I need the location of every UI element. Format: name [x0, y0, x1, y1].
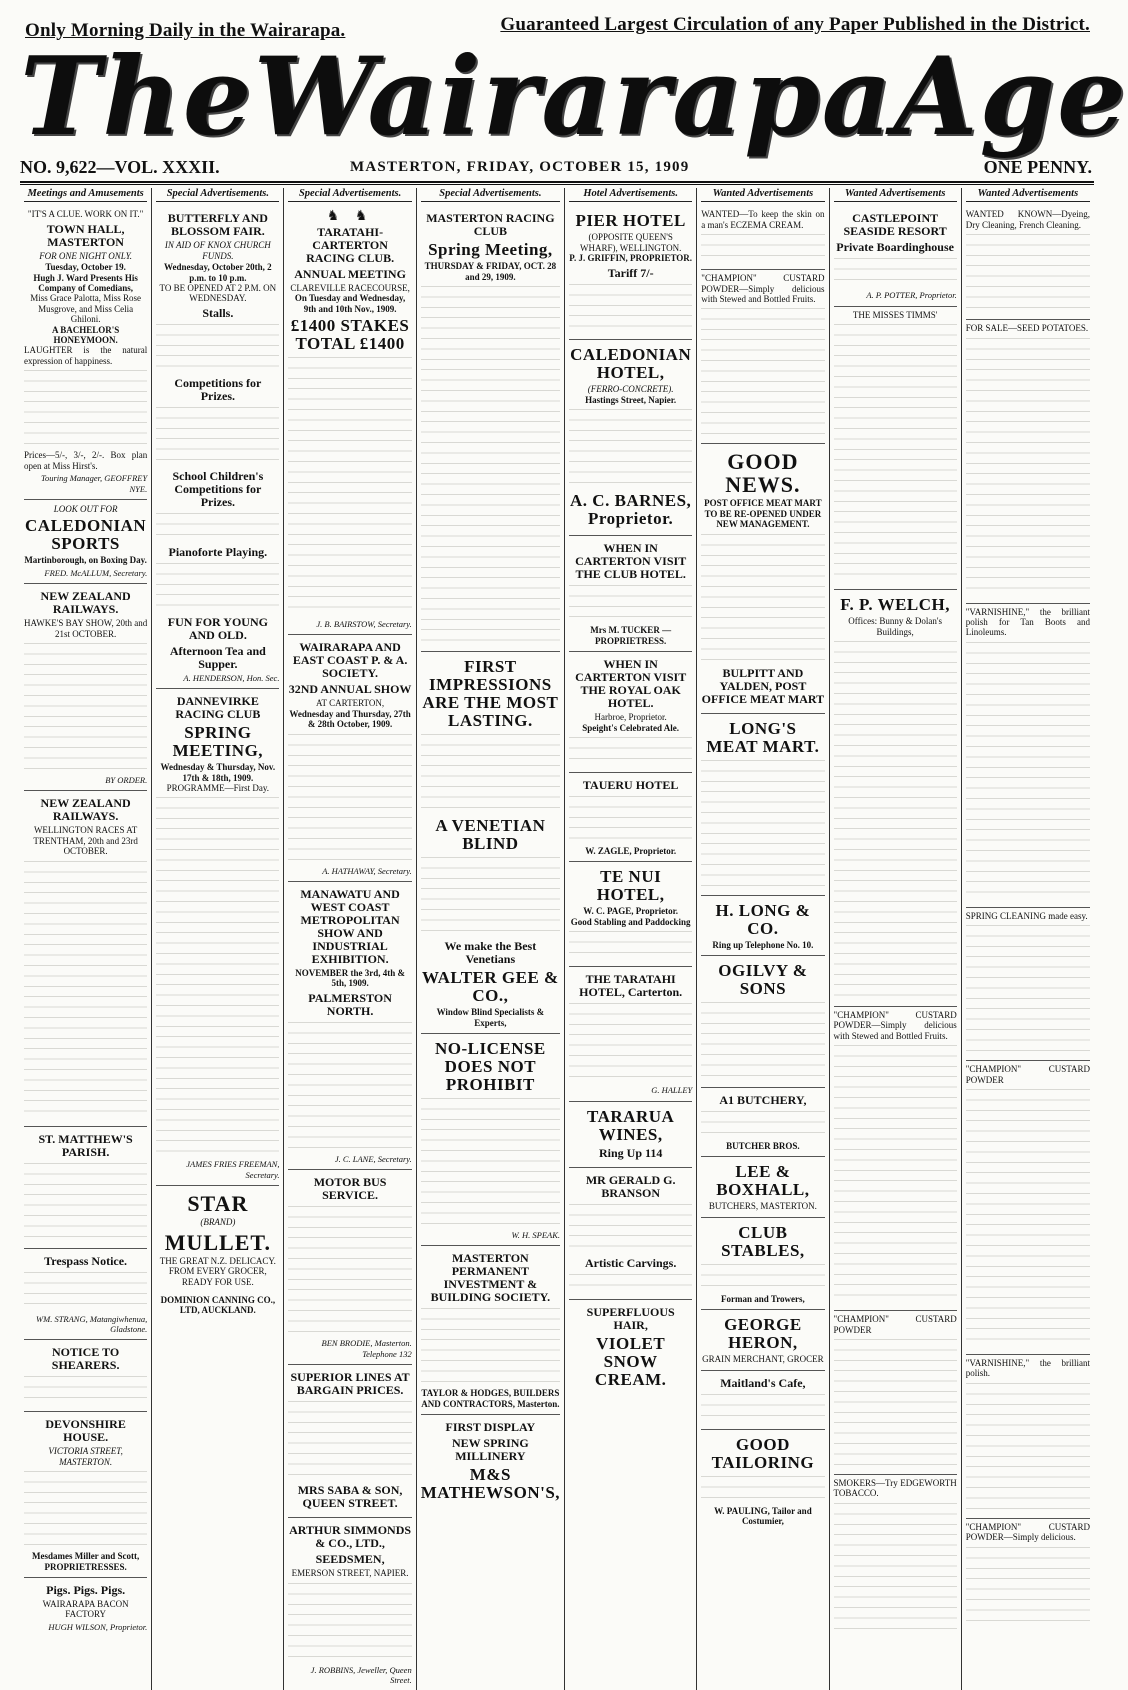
- ad-place: PALMERSTON NORTH.: [308, 990, 392, 1018]
- ad-signature: TAYLOR & HODGES, BUILDERS AND CONTRACTORS, Masterton.: [421, 1388, 560, 1409]
- text-body: [24, 1376, 147, 1406]
- ad-taratahi-hotel: [569, 967, 692, 1101]
- text-body: [156, 513, 279, 543]
- column-5: [565, 188, 697, 1690]
- ad-signature: WALTER GEE & CO.,: [422, 968, 559, 1006]
- ad-devonshire: [24, 1412, 147, 1578]
- ad-champion-custard-5: [966, 1519, 1090, 1632]
- ad-signature-2: Window Blind Specialists & Experts,: [436, 1007, 545, 1028]
- ad-trespass: [24, 1249, 147, 1341]
- ad-title: FIRST DISPLAY: [445, 1420, 536, 1435]
- ad-shearers: [24, 1340, 147, 1412]
- ad-title: SUPERFLUOUS HAIR,: [586, 1304, 675, 1332]
- ad-title: NEW ZEALAND RAILWAYS.: [40, 796, 131, 824]
- column-8: [962, 188, 1094, 1690]
- column-heading: Special Advertisements.: [156, 188, 279, 202]
- ad-title: TAUERU HOTEL: [582, 778, 679, 793]
- ad-manawatu-show: [288, 882, 411, 1170]
- ad-signature: J. B. BAIRSTOW, Secretary.: [316, 619, 412, 630]
- ad-title: NEW ZEALAND RAILWAYS.: [40, 589, 131, 617]
- ad-title: THE MISSES TIMMS': [852, 309, 938, 320]
- ad-title: TE NUI HOTEL,: [596, 867, 665, 905]
- ad-stabling: Good Stabling and Paddocking: [570, 916, 691, 927]
- ad-sub: WELLINGTON RACES AT TRENTHAM, 20th and 23rd OCTOBER.: [33, 825, 138, 857]
- text-body: [24, 1471, 147, 1551]
- column-heading: Wanted Advertisements: [966, 188, 1090, 202]
- text-body: [966, 1089, 1090, 1349]
- ad-open: TO BE OPENED AT 2 P.M. ON WEDNESDAY.: [159, 283, 277, 304]
- ad-piano: Pianoforte Playing.: [168, 544, 268, 559]
- text-body: [156, 407, 279, 467]
- column-heading: Wanted Advertisements: [834, 188, 957, 202]
- ad-kicker: LOOK OUT FOR: [53, 503, 118, 514]
- dateline-bar: [20, 155, 1094, 183]
- ad-champion-custard-2: [834, 1007, 957, 1311]
- text-body: [288, 734, 411, 864]
- column-heading: Special Advertisements.: [421, 188, 560, 202]
- ad-title: WHEN IN CARTERTON VISIT THE CLUB HOTEL.: [575, 541, 687, 582]
- text-body: [24, 643, 147, 773]
- text-body: [569, 737, 692, 767]
- ad-signature: M&S MATHEWSON'S,: [420, 1465, 561, 1503]
- ad-sub: POST OFFICE MEAT MART TO BE RE-OPENED UNDER NEW MANAGEMENT.: [704, 498, 822, 530]
- text-body: [288, 357, 411, 617]
- ad-sub: Offices: Bunny & Dolan's Buildings,: [848, 616, 942, 637]
- ad-title: CASTLEPOINT SEASIDE RESORT: [843, 211, 947, 239]
- header-rule: [20, 184, 1094, 185]
- issue-number: NO. 9,622—VOL. XXXII.: [20, 157, 220, 177]
- ad-arthur-simmonds: [288, 1518, 411, 1690]
- ad-varnishine: [966, 604, 1090, 908]
- text-body: [701, 1476, 824, 1506]
- ad-pier-hotel: [569, 206, 692, 339]
- column-7: [830, 188, 962, 1690]
- ad-sub: HAWKE'S BAY SHOW, 20th and 21st OCTOBER.: [24, 618, 148, 639]
- dateline: MASTERTON, FRIDAY, OCTOBER 15, 1909: [350, 159, 690, 175]
- ad-sub: (BRAND): [200, 1217, 236, 1228]
- ad-sub: Forman and Trowers,: [721, 1293, 805, 1304]
- text-body: [701, 534, 824, 664]
- text-body: [569, 1003, 692, 1083]
- ad-ogilvy: [701, 956, 824, 1088]
- ad-sub: Martinborough, on Boxing Day.: [24, 555, 147, 566]
- text-body: [966, 642, 1090, 902]
- ad-title: MASTERTON RACING CLUB: [426, 211, 555, 239]
- column-3: [284, 188, 416, 1690]
- ad-spring-millinery: [421, 1415, 560, 1509]
- ad-tararua-wines: [569, 1102, 692, 1168]
- ad-taueru-hotel: [569, 773, 692, 862]
- ad-signature: MRS SABA & SON, QUEEN STREET.: [297, 1483, 403, 1511]
- ad-body: WAIRARAPA BACON FACTORY: [42, 1599, 129, 1620]
- ad-branson: [569, 1168, 692, 1300]
- masthead-word-the: The: [20, 34, 254, 160]
- ad-sub: Harbroe, Proprietor.: [594, 712, 667, 723]
- ad-signature: P. J. GRIFFIN, PROPRIETOR.: [569, 253, 693, 264]
- ad-tea: Afternoon Tea and Supper.: [169, 643, 266, 671]
- ad-masterton-racing: [421, 206, 560, 652]
- ad-title: LONG'S MEAT MART.: [706, 718, 820, 756]
- text-body: [288, 1401, 411, 1481]
- ad-champion-custard: [701, 270, 824, 444]
- masthead-word-age: Age: [893, 34, 1128, 160]
- ad-title: MANAWATU AND WEST COAST METROPOLITAN SHOW AND INDUSTRIAL EXHIBITION.: [300, 887, 400, 967]
- text-body: [421, 734, 560, 814]
- text-body: [834, 258, 957, 288]
- slogan-right: Guaranteed Largest Circulation of any Paper Published in the District.: [500, 14, 1090, 35]
- ad-competitions: Competitions for Prizes.: [174, 375, 262, 403]
- ad-line: LAUGHTER is the natural expression of happiness.: [24, 345, 148, 366]
- ad-title: DEVONSHIRE HOUSE.: [45, 1417, 126, 1445]
- ad-butterfly-fair: [156, 206, 279, 689]
- text-body: [569, 1274, 692, 1294]
- ad-caledonian-hotel: [569, 340, 692, 537]
- column-4: [417, 188, 565, 1690]
- ad-title: NO-LICENSE DOES NOT PROHIBIT: [434, 1039, 546, 1095]
- ad-place: AT CARTERTON,: [316, 698, 385, 709]
- ad-longs-meat-mart: [701, 714, 824, 896]
- ad-sub: ANNUAL MEETING: [294, 266, 406, 281]
- ad-signature: DOMINION CANNING CO., LTD, AUCKLAND.: [160, 1294, 276, 1316]
- ad-beer: Speight's Celebrated Ale.: [582, 722, 680, 733]
- text-body: [701, 1002, 824, 1082]
- ad-sub: Artistic Carvings.: [585, 1255, 677, 1270]
- ad-body: FOR SALE—SEED POTATOES.: [965, 323, 1089, 334]
- ad-sub: (FERRO-CONCRETE).: [587, 383, 674, 394]
- ad-signature: BEN BRODIE, Masterton. Telephone 132: [321, 1338, 412, 1359]
- ad-signature: W. ZAGLE, Proprietor.: [585, 846, 677, 857]
- ad-sub: A VENETIAN BLIND: [435, 816, 546, 854]
- column-6: [697, 188, 829, 1690]
- columns: [20, 188, 1094, 1685]
- ad-title: OGILVY & SONS: [718, 961, 808, 999]
- ad-title: LEE & BOXHALL,: [716, 1162, 810, 1200]
- ad-taratahi-racing: [288, 206, 411, 635]
- ad-body: SMOKERS—Try EDGEWORTH TOBACCO.: [833, 1478, 957, 1499]
- ad-signature: Mesdames Miller and Scott, PROPRIETRESSES.: [31, 1551, 140, 1572]
- text-body: [288, 1583, 411, 1663]
- ad-signature: JAMES FRIES FREEMAN, Secretary.: [186, 1159, 280, 1180]
- ad-sub: Ring Up 114: [598, 1145, 663, 1160]
- ad-superior-lines: [288, 1365, 411, 1518]
- ad-railways-1: [24, 584, 147, 791]
- ad-title: SUPERIOR LINES AT BARGAIN PRICES.: [290, 1370, 410, 1398]
- ad-title: GOOD NEWS.: [725, 449, 801, 498]
- ad-signature: BULPITT AND YALDEN, POST OFFICE MEAT MART: [701, 665, 825, 706]
- ad-title: Pigs. Pigs. Pigs.: [46, 1583, 126, 1597]
- ad-title: MASTERTON PERMANENT INVESTMENT & BUILDING SOCIETY.: [430, 1251, 551, 1305]
- ad-wairarapa-show: [288, 635, 411, 882]
- ad-misses-timms: [834, 307, 957, 590]
- ad-best: We make the Best Venetians: [444, 939, 537, 967]
- ad-title-2: MULLET.: [164, 1229, 271, 1255]
- column-heading: Hotel Advertisements.: [569, 188, 692, 202]
- ad-superfluous-hair: [569, 1300, 692, 1396]
- ad-maitland-cafe: [701, 1371, 824, 1430]
- ad-title: H. LONG & CO.: [715, 900, 811, 938]
- ad-title: Trespass Notice.: [44, 1253, 128, 1268]
- ad-sub: (OPPOSITE QUEEN'S WHARF), WELLINGTON.: [579, 232, 682, 253]
- ad-title: STAR: [187, 1191, 249, 1217]
- ad-motor-bus: [288, 1170, 411, 1365]
- ad-title: FIRST IMPRESSIONS ARE THE MOST LASTING.: [422, 657, 559, 731]
- ad-place: CLAREVILLE RACECOURSE,: [290, 282, 410, 293]
- ad-signature: W. H. SPEAK.: [511, 1230, 561, 1241]
- ad-title: CLUB STABLES,: [721, 1222, 805, 1260]
- text-body: [421, 1098, 560, 1228]
- text-body: [288, 1206, 411, 1336]
- ad-desc: THE GREAT N.Z. DELICACY.: [159, 1255, 276, 1266]
- ad-lee-boxhall: [701, 1157, 824, 1217]
- ad-play: A BACHELOR'S HONEYMOON.: [51, 324, 120, 346]
- ad-tariff: Tariff 7/-: [607, 265, 654, 280]
- text-body: [24, 1272, 147, 1312]
- ad-title: BUTTERFLY AND BLOSSOM FAIR.: [167, 211, 268, 239]
- column-1: [20, 188, 152, 1690]
- ad-body: "VARNISHINE," the brilliant polish for Tan Boots and Linoleums.: [965, 606, 1090, 638]
- ad-body: "VARNISHINE," the brilliant polish.: [965, 1358, 1090, 1379]
- ad-title: TARATAHI-CARTERTON RACING CLUB.: [306, 224, 395, 265]
- ad-signature: G. HALLEY: [651, 1085, 693, 1096]
- text-body: [834, 1339, 957, 1469]
- ad-title: WAIRARAPA AND EAST COAST P. & A. SOCIETY.: [292, 640, 408, 681]
- text-body: [834, 1045, 957, 1305]
- ad-sub: GRAIN MERCHANT, GROCER: [702, 1354, 824, 1365]
- text-body: [701, 234, 824, 264]
- ad-george-heron: [701, 1310, 824, 1370]
- ad-body: "CHAMPION" CUSTARD POWDER—Simply delicious with Stewed and Bottled Fruits.: [833, 1010, 957, 1041]
- ad-sub: VIOLET SNOW CREAM.: [594, 1333, 667, 1389]
- ad-signature: A. HENDERSON, Hon. Sec.: [183, 672, 280, 683]
- ad-sub: Private Boardinghouse: [836, 240, 954, 255]
- text-body: [24, 1163, 147, 1243]
- text-body: [834, 324, 957, 584]
- ad-signature: J. ROBBINS, Jeweller, Queen Street.: [310, 1664, 412, 1685]
- ad-caledonian-sports: [24, 500, 147, 584]
- ad-title: MR GERALD G. BRANSON: [585, 1172, 676, 1200]
- ad-a1-butchery: [701, 1088, 824, 1157]
- ad-star-mullet: [156, 1186, 279, 1320]
- text-body: [569, 585, 692, 625]
- ad-body: SPRING CLEANING made easy.: [965, 910, 1088, 921]
- ad-body: "CHAMPION" CUSTARD POWDER: [965, 1064, 1090, 1085]
- text-body: [966, 1383, 1090, 1513]
- ad-sub: Ring up Telephone No. 10.: [712, 939, 814, 950]
- ad-signature: Mrs M. TUCKER — PROPRIETRESS.: [590, 625, 672, 646]
- ad-castlepoint: [834, 206, 957, 306]
- ad-signature: A. HATHAWAY, Secretary.: [322, 865, 412, 876]
- ad-edgeworth: [834, 1475, 957, 1638]
- text-body: [834, 1503, 957, 1633]
- ad-title: MOTOR BUS SERVICE.: [313, 1175, 387, 1203]
- ad-fun: FUN FOR YOUNG AND OLD.: [167, 614, 268, 642]
- ad-club-stables: [701, 1218, 824, 1310]
- ad-signature: HUGH WILSON, Proprietor.: [48, 1621, 148, 1632]
- ad-title: DANNEVIRKE RACING CLUB: [175, 694, 261, 722]
- price: ONE PENNY.: [983, 157, 1092, 177]
- ad-st-matthews: [24, 1127, 147, 1249]
- ad-signature: J. C. LANE, Secretary.: [334, 1153, 412, 1164]
- ad-good-news: [701, 444, 824, 713]
- text-body: [421, 857, 560, 937]
- ad-signature: BY ORDER.: [105, 774, 148, 785]
- ad-dates: NOVEMBER the 3rd, 4th & 5th, 1909.: [295, 968, 405, 989]
- text-body: [569, 284, 692, 334]
- ad-title: F. P. WELCH,: [840, 595, 951, 615]
- ad-dannevirke: [156, 689, 279, 1186]
- ad-prices: Prices—5/-, 3/-, 2/-. Box plan open at Miss Hirst's.: [24, 450, 148, 471]
- ad-title: WHEN IN CARTERTON VISIT THE ROYAL OAK HOTEL.: [575, 657, 687, 711]
- text-body: [966, 338, 1090, 598]
- text-body: [288, 1022, 411, 1152]
- ad-body: WANTED KNOWN—Dyeing, Dry Cleaning, French Cleaning.: [965, 209, 1090, 230]
- ad-title: CALEDONIAN SPORTS: [25, 516, 147, 554]
- ad-body: "CHAMPION" CUSTARD POWDER—Simply delicious.: [965, 1521, 1090, 1543]
- masthead: [20, 34, 1128, 160]
- ad-company: Hugh J. Ward Presents His Company of Comedians,: [33, 272, 138, 294]
- ad-title: PIER HOTEL: [575, 211, 686, 231]
- ad-fp-welch: [834, 590, 957, 1007]
- ad-title: GEORGE HERON,: [724, 1315, 802, 1353]
- ad-title: Maitland's Cafe,: [720, 1375, 806, 1390]
- ad-club-hotel: [569, 536, 692, 652]
- ad-signature: WM. STRANG, Matangiwhenua, Gladstone.: [36, 1313, 148, 1334]
- column-heading: Wanted Advertisements: [701, 188, 824, 202]
- ad-title: THE TARATAHI HOTEL, Carterton.: [579, 972, 683, 1000]
- ad-sub: IN AID OF KNOX CHURCH FUNDS.: [164, 240, 271, 261]
- ad-varnishine-2: [966, 1355, 1090, 1519]
- ad-sub: SPRING MEETING,: [172, 723, 264, 761]
- text-body: [156, 563, 279, 613]
- text-body: [156, 324, 279, 374]
- ad-stakes: £1400 STAKES TOTAL £1400: [290, 316, 410, 354]
- ad-cast: Miss Grace Palotta, Miss Rose Musgrove, and Miss Celia Ghiloni.: [30, 293, 141, 325]
- ad-sub: Spring Meeting,: [428, 240, 553, 260]
- ad-signature: FRED. McALLUM, Secretary.: [44, 567, 148, 578]
- slogan-left: Only Morning Daily in the Wairarapa.: [25, 20, 346, 41]
- column-heading: Special Advertisements.: [288, 188, 411, 202]
- ad-dates: On Tuesday and Wednesday, 9th and 10th Nov., 1909.: [294, 293, 406, 314]
- ad-kicker: "IT'S A CLUE. WORK ON IT.": [27, 209, 144, 220]
- ad-title: ST. MATTHEW'S PARISH.: [38, 1131, 133, 1159]
- ad-sub: SEEDSMEN,: [315, 1552, 385, 1567]
- ad-dates: Tuesday, October 19.: [45, 262, 126, 273]
- text-body: [701, 1394, 824, 1424]
- text-body: [966, 1547, 1090, 1627]
- text-body: [569, 1204, 692, 1254]
- ad-school: School Children's Competitions for Prizes.: [172, 468, 264, 509]
- ad-place: EMERSON STREET, NAPIER.: [291, 1568, 409, 1579]
- ad-dates: THURSDAY & FRIDAY, OCT. 28 and 29, 1909.: [424, 261, 557, 282]
- ad-programme: PROGRAMME—First Day.: [166, 783, 270, 794]
- text-body: [569, 409, 692, 489]
- text-body: [24, 370, 147, 450]
- horse-icon: ♞ ♞: [326, 209, 374, 225]
- ad-title: ARTHUR SIMMONDS & CO., LTD.,: [289, 1523, 412, 1551]
- text-body: [966, 925, 1090, 1055]
- ad-champion-custard-4: [966, 1061, 1090, 1355]
- ad-first-impressions: [421, 652, 560, 1034]
- ad-royal-oak-hotel: [569, 652, 692, 773]
- ad-signature: Touring Manager, GEOFFREY NYE.: [41, 473, 148, 494]
- text-body: [701, 1111, 824, 1141]
- text-body: [24, 861, 147, 1121]
- ad-body: "CHAMPION" CUSTARD POWDER—Simply delicious with Stewed and Bottled Fruits.: [701, 273, 825, 305]
- ad-dates: Wednesday & Thursday, Nov. 17th & 18th, 1909.: [160, 762, 276, 783]
- text-body: [701, 308, 824, 438]
- ad-good-tailoring: [701, 1430, 824, 1532]
- ad-title: NOTICE TO SHEARERS.: [51, 1345, 120, 1373]
- ad-dates: Wednesday and Thursday, 27th & 28th October, 1909.: [289, 708, 411, 730]
- ad-seed-potatoes: [966, 320, 1090, 603]
- ad-building-society: [421, 1246, 560, 1415]
- text-body: [421, 1308, 560, 1388]
- ad-dyeing: [966, 206, 1090, 320]
- ad-signature: A. P. POTTER, Proprietor.: [866, 290, 957, 301]
- ad-title: CALEDONIAN HOTEL,: [570, 344, 692, 382]
- column-2: [152, 188, 284, 1690]
- ad-spring-cleaning: [966, 908, 1090, 1061]
- ad-town-hall: [24, 206, 147, 500]
- ad-sub: BUTCHERS, MASTERTON.: [708, 1201, 817, 1212]
- ad-title: GOOD TAILORING: [711, 1434, 815, 1472]
- ad-dates: Wednesday, October 20th, 2 p.m. to 10 p.m.: [164, 262, 272, 283]
- ad-body: WANTED—To keep the skin on a man's ECZEMA CREAM.: [701, 209, 825, 230]
- ad-title: A1 BUTCHERY,: [719, 1093, 807, 1108]
- ad-pigs: [24, 1578, 147, 1637]
- ad-signature: W. C. PAGE, Proprietor.: [583, 906, 679, 917]
- masthead-word-wairarapa: Wairarapa: [253, 34, 894, 160]
- text-body: [569, 796, 692, 846]
- ad-railways-2: [24, 791, 147, 1126]
- ad-signature: A. C. BARNES, Proprietor.: [570, 491, 692, 529]
- ad-signature: W. PAULING, Tailor and Costumier,: [714, 1505, 812, 1527]
- text-body: [569, 931, 692, 961]
- text-body: [701, 1264, 824, 1294]
- ad-body: "CHAMPION" CUSTARD POWDER: [833, 1314, 957, 1335]
- ad-h-long: [701, 896, 824, 956]
- ad-te-nui-hotel: [569, 862, 692, 967]
- text-body: [156, 797, 279, 1157]
- text-body: [966, 234, 1090, 314]
- ad-sub: VICTORIA STREET, MASTERTON.: [48, 1446, 123, 1467]
- ad-no-license: [421, 1034, 560, 1246]
- column-heading: Meetings and Amusements: [24, 188, 147, 202]
- ad-title: TOWN HALL, MASTERTON: [46, 221, 125, 249]
- text-body: [421, 286, 560, 646]
- ad-signature: BUTCHER BROS.: [726, 1141, 800, 1152]
- ad-stalls: Stalls.: [202, 305, 234, 320]
- text-body: [834, 641, 957, 1001]
- ad-grocer: FROM EVERY GROCER, READY FOR USE.: [168, 1266, 267, 1287]
- ad-sub: FOR ONE NIGHT ONLY.: [39, 250, 133, 261]
- ad-place: Hastings Street, Napier.: [585, 395, 677, 406]
- text-body: [701, 760, 824, 890]
- ad-eczema: [701, 206, 824, 270]
- ad-title: TARARUA WINES,: [587, 1106, 675, 1144]
- ad-champion-custard-3: [834, 1311, 957, 1475]
- ad-sub: 32ND ANNUAL SHOW: [288, 682, 412, 697]
- ad-sub: NEW SPRING MILLINERY: [451, 1436, 529, 1464]
